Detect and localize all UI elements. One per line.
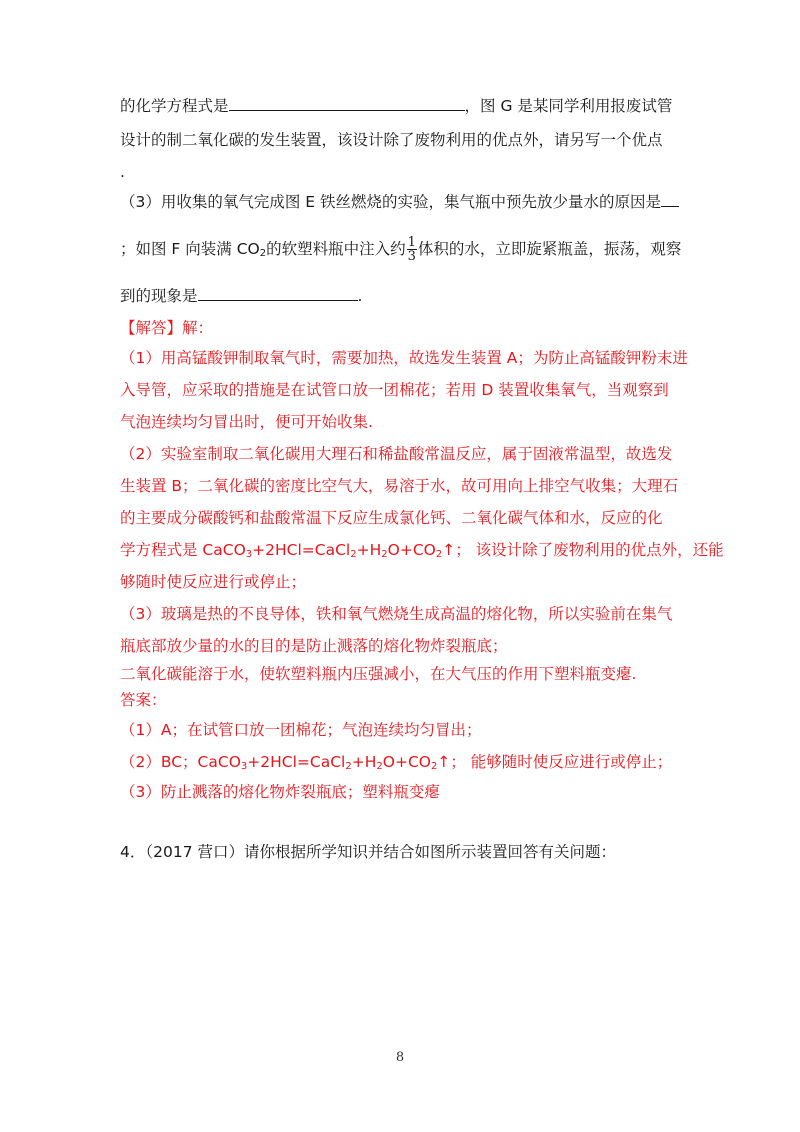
answer-p3-line-1: （3）玻璃是热的不良导体，铁和氧气燃烧生成高温的熔化物，所以实验前在集气: [120, 605, 673, 623]
answer-p1-line-3: 气泡连续均匀冒出时，便可开始收集.: [120, 413, 373, 431]
question-text: ；如图 F 向装满 CO: [120, 240, 260, 258]
question-text: 到的现象是: [120, 287, 198, 305]
question-4: 4．（2017 营口）请你根据所学知识并结合如图所示装置回答有关问题：: [120, 843, 616, 861]
answer-p3-line-2: 瓶底部放少量的水的目的是防止溅落的熔化物炸裂瓶底；: [120, 637, 508, 655]
page-number: 8: [395, 1050, 405, 1065]
answer-p2-line-1: （2）实验室制取二氧化碳用大理石和稀盐酸常温反应，属于固液常温型，故选发: [120, 445, 673, 463]
answer-p2-line-5: 够随时使反应进行或停止；: [120, 573, 307, 591]
answer-p2-line-4: 学方程式是 $CaCO_3+2HCl=CaCl_2+H_2O+CO_2↑$； 该设计除了废物利用的优点外，还能: [120, 541, 724, 560]
answer-blank: [661, 192, 679, 207]
answer-blank: [198, 286, 358, 301]
fraction-one-third: $\frac{1}{3}$: [407, 235, 416, 264]
subscript: 2: [259, 248, 267, 259]
question-line-6: [120, 286, 362, 306]
question-text: .: [357, 287, 363, 305]
final-answer-3: （3）防止溅落的熔化物炸裂瓶底；塑料瓶变瘪: [120, 783, 440, 801]
final-answer-2: （2）BC；$CaCO_3+2HCl=CaCl_2+H_2O+CO_2↑$； 能够随时使反应进行或停止；: [120, 753, 673, 772]
answer-p1-line-2: 入导管，应采取的措施是在试管口放一团棉花；若用 D 装置收集氧气，当观察到: [120, 381, 669, 399]
answer-heading: 【解答】解：: [120, 319, 214, 337]
question-text: 的化学方程式是: [120, 97, 229, 115]
question-line-4: [120, 192, 679, 212]
answer-p1-line-1: （1）用高锰酸钾制取氧气时，需要加热，故选发生装置 A；为防止高锰酸钾粉末进: [120, 349, 688, 367]
question-line-2: 设计的制二氧化碳的发生装置，该设计除了废物利用的优点外，请另写一个优点: [120, 131, 663, 149]
question-text: ，图 G 是某同学利用报废试管: [464, 97, 673, 115]
final-answer-label: 答案：: [120, 691, 167, 709]
question-text: 体积的水，立即旋紧瓶盖，振荡，观察: [417, 240, 682, 258]
final-answer-1: （1）A；在试管口放一团棉花；气泡连续均匀冒出；: [120, 721, 482, 739]
question-text: （3）用收集的氧气完成图 E 铁丝燃烧的实验，集气瓶中预先放少量水的原因是: [120, 193, 662, 211]
answer-p2-line-3: 的主要成分碳酸钙和盐酸常温下反应生成氯化钙、二氧化碳气体和水，反应的化: [120, 509, 663, 527]
answer-p3-line-3: 二氧化碳能溶于水，使软塑料瓶内压强减小，在大气压的作用下塑料瓶变瘪.: [120, 665, 637, 683]
question-line-1: [120, 96, 672, 116]
question-line-3: .: [120, 163, 125, 181]
answer-blank: [229, 96, 465, 111]
question-text: 的软塑料瓶中注入约: [266, 240, 406, 258]
question-line-5: [120, 236, 681, 263]
answer-p2-line-2: 生装置 B；二氧化碳的密度比空气大，易溶于水，故可用向上排空气收集；大理石: [120, 477, 679, 495]
